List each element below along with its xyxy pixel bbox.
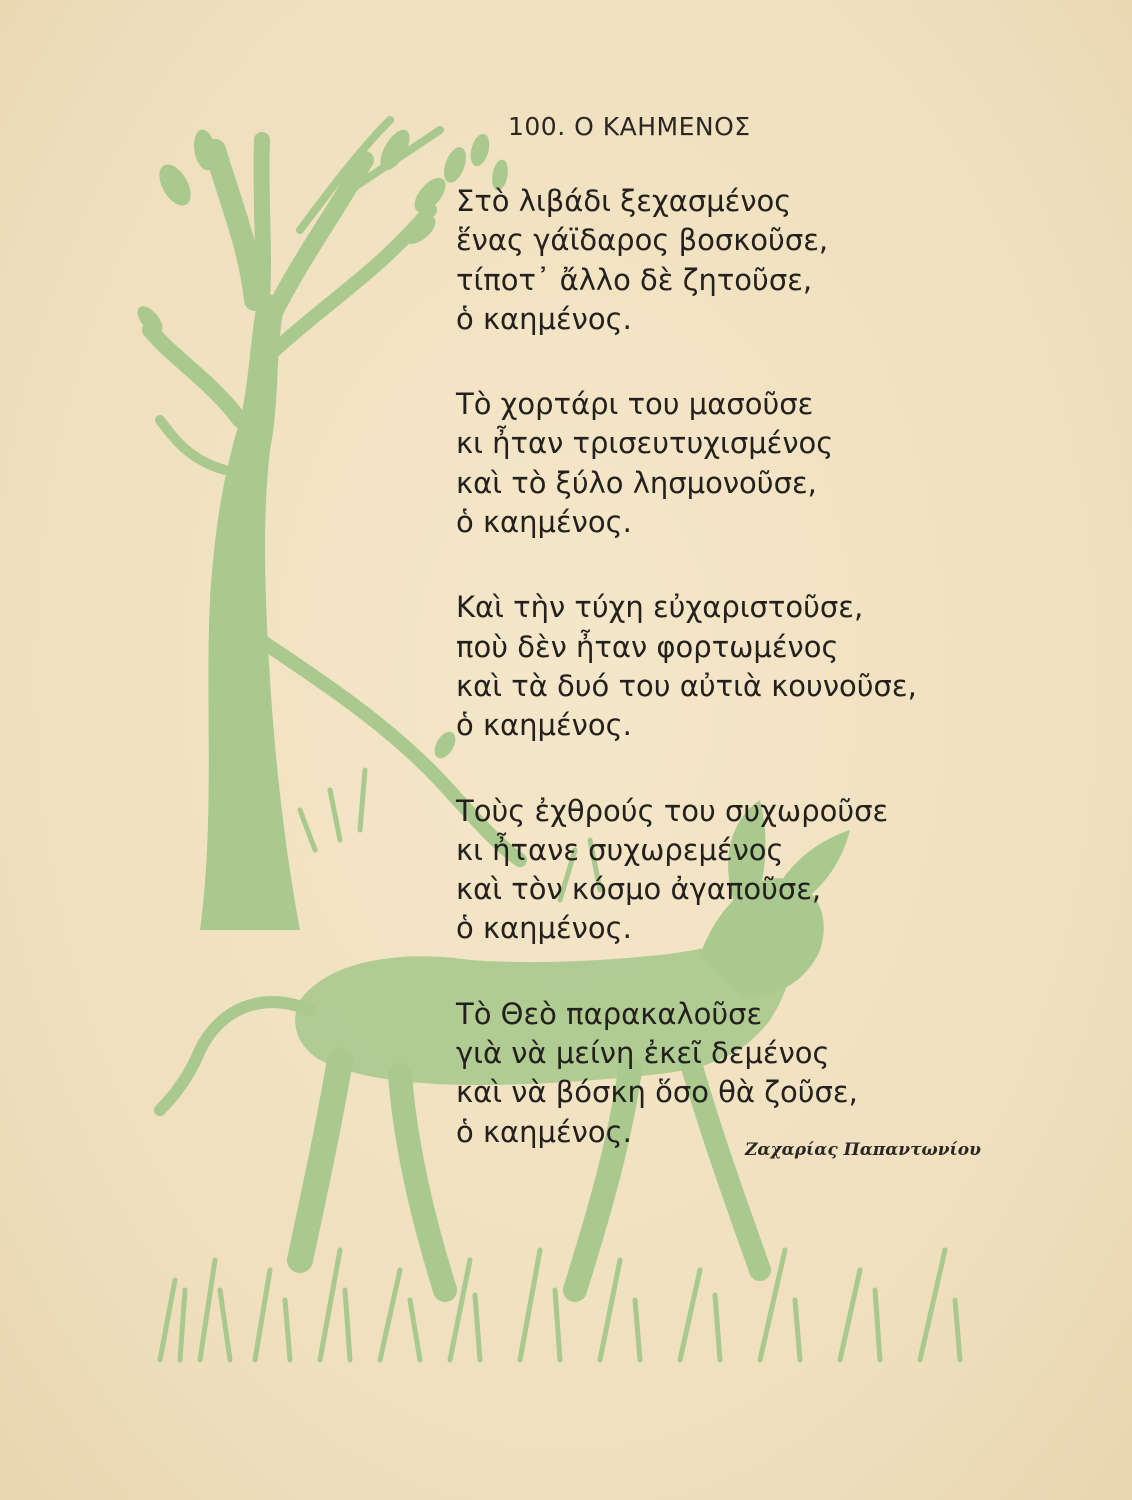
poem-line: Τοὺς ἐχθρούς του συχωροῦσε	[456, 793, 889, 828]
tree-branch	[215, 150, 255, 300]
poem-title: 100. Ο ΚΑΗΜΕΝΟΣ	[508, 112, 751, 141]
poem-line: ἕνας γάϊδαρος βοσκοῦσε,	[456, 223, 829, 258]
poem-line: κι ἦτανε συχωρεμένος	[456, 832, 784, 867]
poem-line: ὁ καημένος.	[456, 911, 632, 946]
stanza	[456, 792, 1016, 949]
poem-line: ὁ καημένος.	[456, 505, 632, 540]
poem-line: ὁ καημένος.	[456, 301, 632, 336]
poem-line: ὁ καημένος.	[456, 1114, 632, 1149]
poem-line: καὶ τὰ δυό του αὐτιὰ κουνοῦσε,	[456, 668, 917, 703]
stanza	[456, 182, 1016, 339]
poem-line: Καὶ τὴν τύχη εὐχαριστοῦσε,	[456, 590, 864, 625]
poem-line: καὶ τὸν κόσμο ἀγαποῦσε,	[456, 872, 822, 907]
poem-body	[456, 182, 1016, 1198]
stanza	[456, 995, 1016, 1152]
donkey-tail	[160, 1002, 310, 1110]
poem-line: ποὺ δὲν ἦταν φορτωμένος	[456, 629, 839, 664]
poem-line: καὶ τὸ ξύλο λησμονοῦσε,	[456, 465, 817, 500]
stanza	[456, 385, 1016, 542]
poem-author: Ζαχαρίας Παπαντωνίου	[745, 1140, 981, 1160]
tree-branch	[270, 160, 365, 320]
poem-line: Τὸ Θεὸ παρακαλοῦσε	[456, 996, 763, 1031]
poem-line: γιὰ νὰ μείνη ἐκεῖ δεμένος	[456, 1036, 830, 1071]
donkey-leg	[400, 1075, 445, 1290]
poem-line: καὶ νὰ βόσκη ὅσο θὰ ζοῦσε,	[456, 1075, 858, 1110]
donkey-leg	[300, 1060, 340, 1260]
poem-line: κι ἦταν τρισευτυχισμένος	[456, 426, 834, 461]
poem-line: ὁ καημένος.	[456, 708, 632, 743]
tree-branch	[160, 420, 225, 470]
poem-line: τίποτ᾽ ἄλλο δὲ ζητοῦσε,	[456, 262, 813, 297]
poem-line: Τὸ χορτάρι του μασοῦσε	[456, 387, 814, 422]
tree-branch	[262, 140, 263, 300]
tree-branch	[150, 330, 240, 420]
stanza	[456, 588, 1016, 745]
poem-line: Στὸ λιβάδι ξεχασμένος	[456, 184, 792, 218]
